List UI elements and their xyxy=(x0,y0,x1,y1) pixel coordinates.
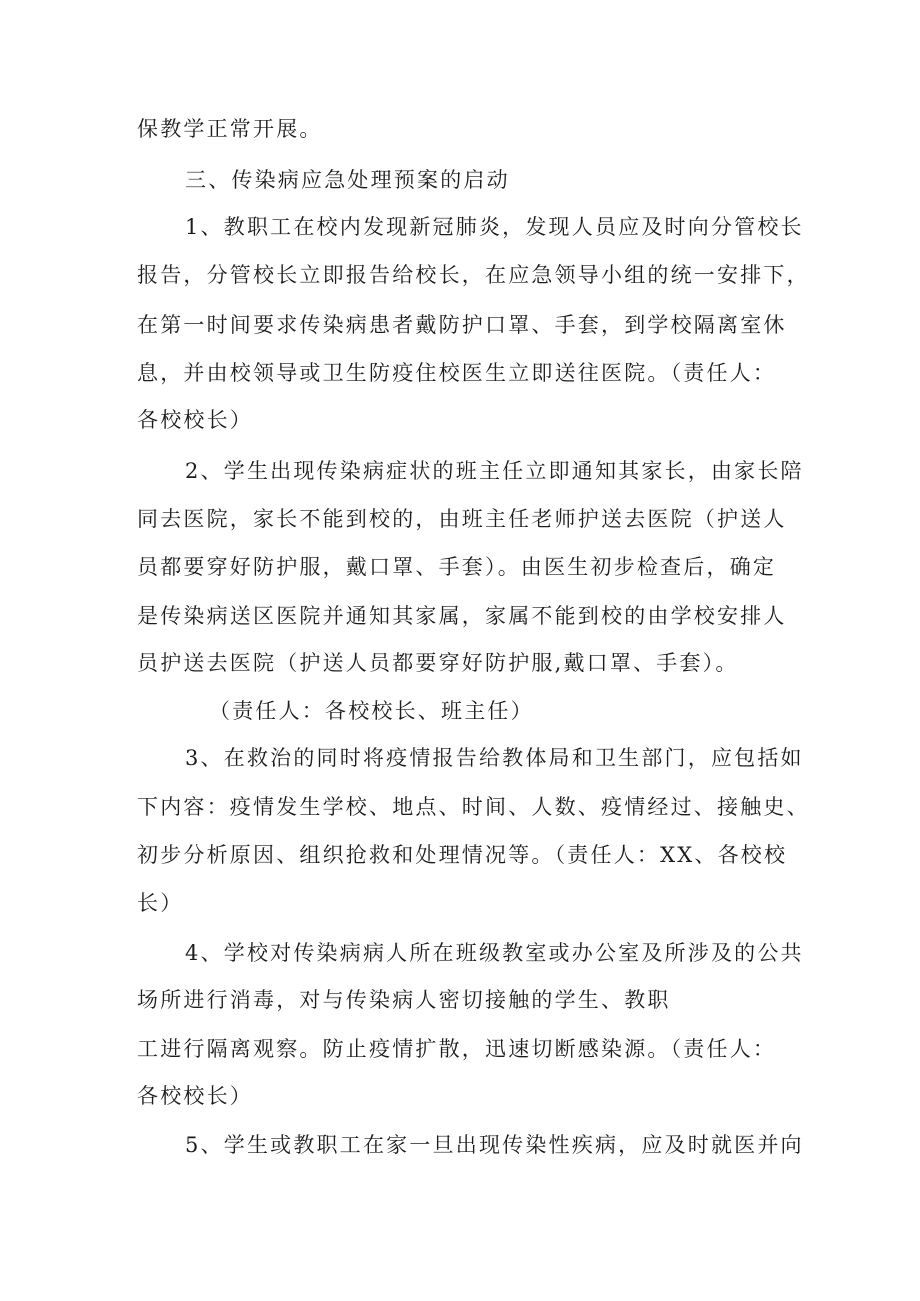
paragraph-3-line: 3、在救治的同时将疫情报告给教体局和卫生部门，应包括如 xyxy=(185,746,804,770)
paragraph-1-line: 在第一时间要求传染病患者戴防护口罩、手套，到学校隔离室休 xyxy=(137,313,787,337)
paragraph-1-line: 息，并由校领导或卫生防疫住校医生立即送往医院。（责任人： xyxy=(137,361,777,385)
paragraph-2-line: 2、学生出现传染病症状的班主任立即通知其家长，由家长陪 xyxy=(185,459,804,483)
paragraph-3-line: 下内容：疫情发生学校、地点、时间、人数、疫情经过、接触史、 xyxy=(137,795,810,819)
paragraph-2-line: 同去医院，家长不能到校的，由班主任老师护送去医院（护送人 xyxy=(137,507,787,531)
paragraph-1-line: 报告，分管校长立即报告给校长，在应急领导小组的统一安排下， xyxy=(137,263,810,287)
responsible-note: （责任人：各校校长、班主任） xyxy=(209,699,534,723)
paragraph-1-line: 1、教职工在校内发现新冠肺炎，发现人员应及时向分管校长 xyxy=(185,215,804,239)
paragraph-1-line: 各校校长） xyxy=(137,408,253,432)
paragraph-4-line: 各校校长） xyxy=(137,1084,253,1108)
paragraph-4-line: 场所进行消毒，对与传染病人密切接触的学生、教职 xyxy=(137,988,671,1012)
section-heading: 三、传染病应急处理预案的启动 xyxy=(185,168,510,192)
paragraph-2-line: 是传染病送区医院并通知其家属，家属不能到校的由学校安排人 xyxy=(137,604,787,628)
paragraph-3-line: 初步分析原因、组织抢救和处理情况等。（责任人：XX、各校校 xyxy=(137,843,788,867)
paragraph-3-line: 长） xyxy=(137,891,184,915)
paragraph-2-line: 员都要穿好防护服，戴口罩、手套）。由医生初步检查后，确定 xyxy=(137,555,777,579)
paragraph-4-line: 工进行隔离观察。防止疫情扩散，迅速切断感染源。（责任人： xyxy=(137,1037,777,1061)
paragraph-4-line: 4、学校对传染病病人所在班级教室或办公室及所涉及的公共 xyxy=(185,941,804,965)
paragraph-5-line: 5、学生或教职工在家一旦出现传染性疾病，应及时就医并向 xyxy=(185,1133,804,1157)
text-line: 保教学正常开展。 xyxy=(137,117,323,141)
paragraph-2-line: 员护送去医院（护送人员都要穿好防护服,戴口罩、手套）。 xyxy=(137,651,739,675)
